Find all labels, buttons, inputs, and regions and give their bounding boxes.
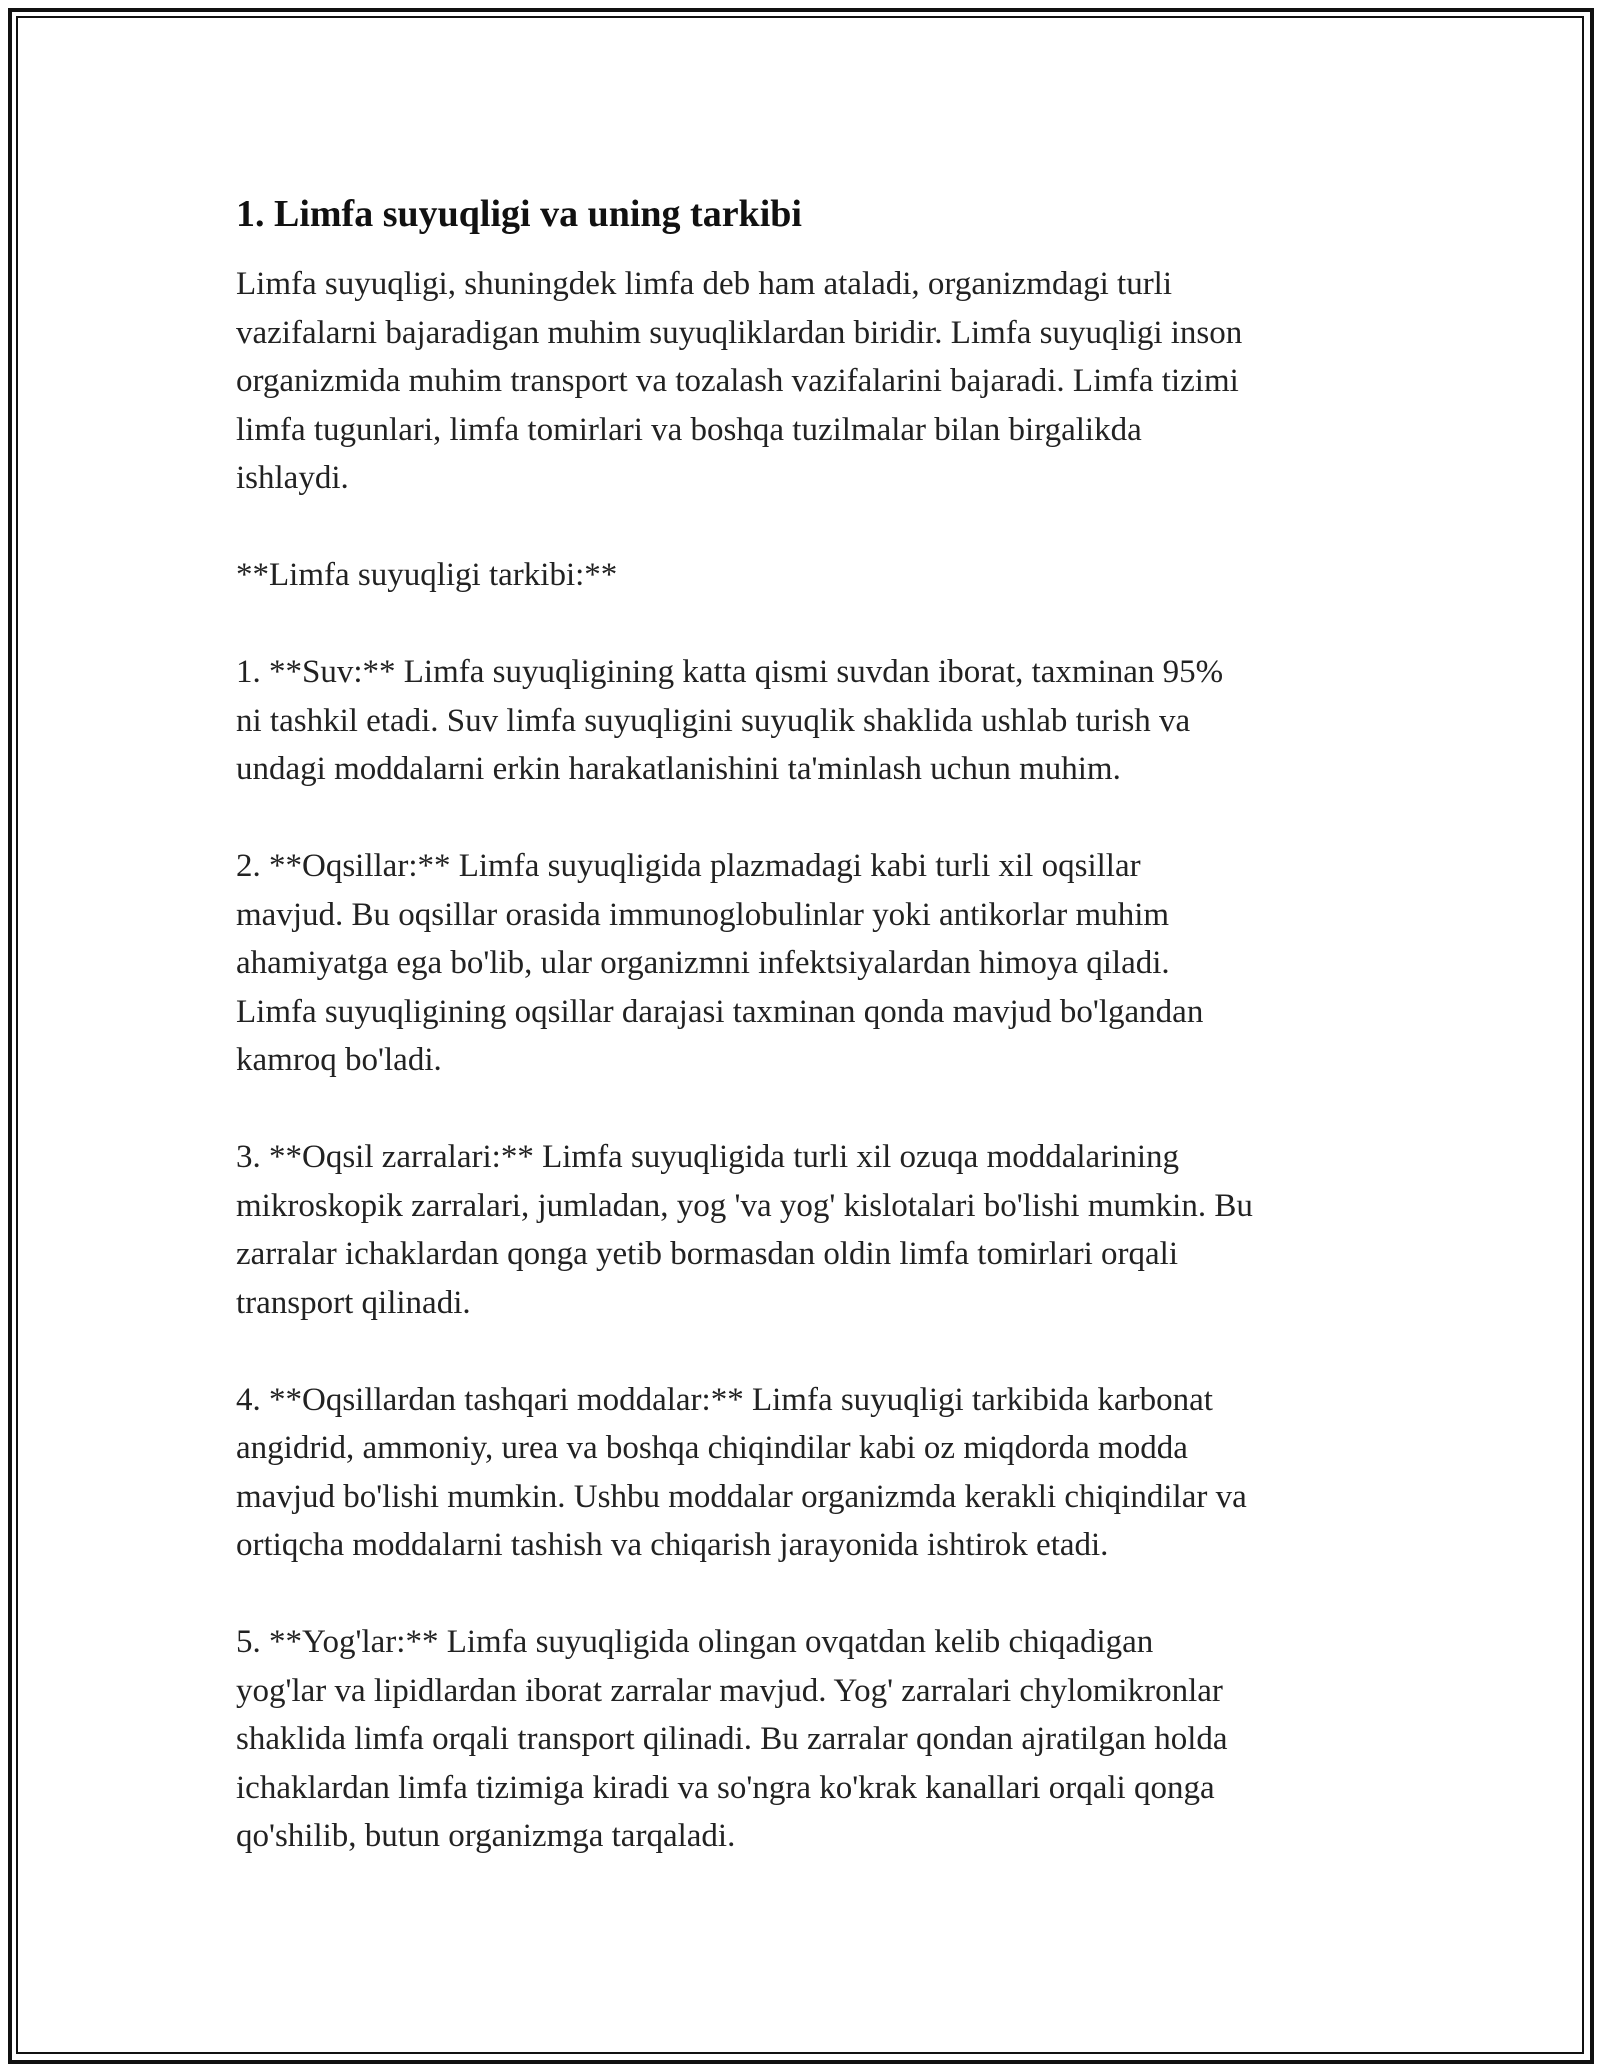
list-item-proteins: 2. **Oqsillar:** Limfa suyuqligida plazmadagi kabi turli xil oqsillar mavjud. Bu oqsillar orasida immunoglobulinlar yoki antikorlar muhim ahamiyatga ega bo'lib, ular organizmni infektsiyalardan himoya qiladi. Limfa suyuqligining oqsillar darajasi taxminan qonda mavjud bo'lgandan kamroq bo'ladi. (236, 848, 1204, 1078)
list-item-fats: 5. **Yog'lar:** Limfa suyuqligida olingan ovqatdan kelib chiqadigan yog'lar va lipidlardan iborat zarralar mavjud. Yog' zarralari chylomikronlar shaklida limfa orqali transport qilinadi. Bu zarralar qondan ajratilgan holda ichaklardan limfa tizimiga kiradi va so'ngra ko'krak kanallari orqali qonga qo'shilib, butun organizmga tarqaladi. (236, 1624, 1228, 1854)
composition-subheading: **Limfa suyuqligi tarkibi:** (236, 557, 618, 593)
list-item-water: 1. **Suv:** Limfa suyuqligining katta qismi suvdan iborat, taxminan 95% ni tashkil etadi. Suv limfa suyuqligini suyuqlik shaklida ushlab turish va undagi moddalarni erkin harakatlanishini ta'minlash uchun muhim. (236, 654, 1224, 787)
list-item-protein-particles: 3. **Oqsil zarralari:** Limfa suyuqligida turli xil ozuqa moddalarining mikroskopik zarralari, jumladan, yog 'va yog' kislotalari bo'lishi mumkin. Bu zarralar ichaklardan qonga yetib bormasdan oldin limfa tomirlari orqali transport qilinadi. (236, 1139, 1253, 1321)
document-body (236, 190, 1386, 1909)
section-heading: 1. Limfa suyuqligi va uning tarkibi (236, 193, 802, 235)
intro-paragraph: Limfa suyuqligi, shuningdek limfa deb ham ataladi, organizmdagi turli vazifalarni bajaradigan muhim suyuqliklardan biridir. Limfa suyuqligi inson organizmida muhim transport va tozalash vazifalarini bajaradi. Limfa tizimi limfa tugunlari, limfa tomirlari va boshqa tuzilmalar bilan birgalikda ishlaydi. (236, 266, 1243, 496)
list-item-non-protein-substances: 4. **Oqsillardan tashqari moddalar:** Limfa suyuqligi tarkibida karbonat angidrid, ammoniy, urea va boshqa chiqindilar kabi oz miqdorda modda mavjud bo'lishi mumkin. Ushbu moddalar organizmda kerakli chiqindilar va ortiqcha moddalarni tashish va chiqarish jarayonida ishtirok etadi. (236, 1381, 1247, 1563)
